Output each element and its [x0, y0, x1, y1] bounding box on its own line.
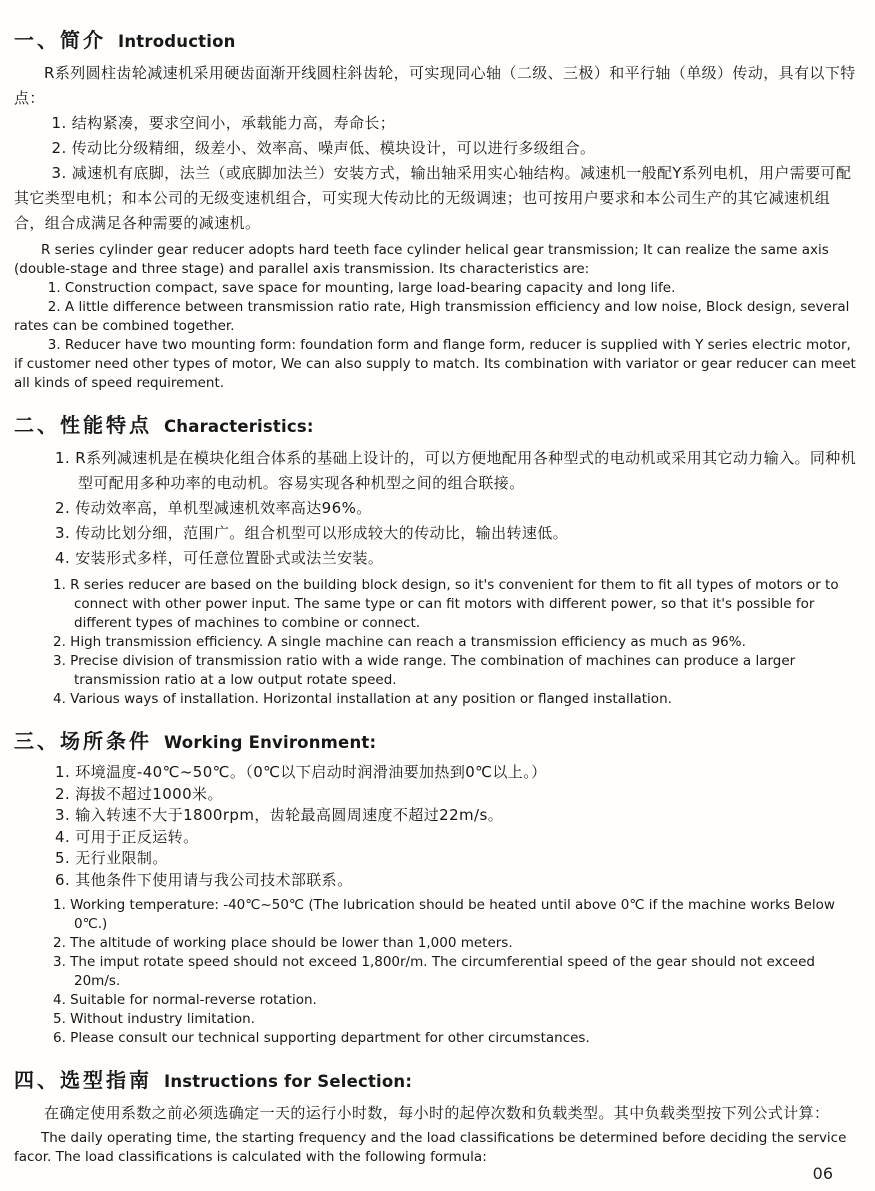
characteristics-en-item-3: 3. Precise division of transmission ratio with a wide range. The combination of machines can produce a larger transmission ratio at a low output rotate speed. [53, 653, 796, 688]
page-number: 06 [812, 1164, 833, 1183]
environment-zh-item-1: 1. 环境温度-40℃~50℃。（0℃以下启动时润滑油要加热到0℃以上。） [55, 763, 547, 781]
environment-en-item-1: 1. Working temperature: -40℃~50℃ (The lubrication should be heated until above 0℃ if the machine works Below 0℃.) [53, 897, 835, 932]
intro-heading-en: Introduction [118, 32, 236, 51]
characteristics-heading [14, 409, 860, 438]
characteristics-en-item-1: 1. R series reducer are based on the building block design, so it's convenient for them to fit all types of motors or to connect with other power input. The same type or can fit motors with different power, so that it's possible for different types of machines to combine or connect. [53, 577, 839, 631]
intro-zh-item-1: 1. 结构紧凑，要求空间小，承载能力高，寿命长； [51, 114, 396, 132]
environment-zh-item-3: 3. 输入转速不大于1800rpm，齿轮最高圆周速度不超过22m/s。 [55, 806, 504, 824]
environment-en-item-3: 3. The imput rotate speed should not exceed 1,800r/m. The circumferential speed of the gear should not exceed 20m/s. [53, 954, 815, 989]
section-working-environment [14, 725, 860, 1048]
environment-zh-item-5: 5. 无行业限制。 [55, 849, 168, 867]
characteristics-zh-item-3: 3. 传动比划分细，范围广。组合机型可以形成较大的传动比，输出转速低。 [55, 524, 569, 542]
characteristics-heading-zh: 二、性能特点 [14, 413, 152, 437]
section-characteristics [14, 409, 860, 709]
intro-en-paragraph: R series cylinder gear reducer adopts hard teeth face cylinder helical gear transmission; It can realize the same axis (double-stage and three stage) and parallel axis transmission. Its characteristics are: [14, 242, 829, 277]
characteristics-heading-en: Characteristics: [164, 417, 314, 436]
characteristics-zh-item-1: 1. R系列减速机是在模块化组合体系的基础上设计的，可以方便地配用各种型式的电动机或采用其它动力输入。同种机型可配用多种功率的电动机。容易实现各种机型之间的组合联接。 [55, 449, 857, 492]
intro-heading-zh: 一、简介 [14, 28, 106, 52]
environment-en-item-5: 5. Without industry limitation. [53, 1011, 255, 1027]
environment-heading-en: Working Environment: [164, 733, 377, 752]
intro-en-item-1: 1. Construction compact, save space for mounting, large load-bearing capacity and long life. [47, 280, 676, 296]
environment-en-item-4: 4. Suitable for normal-reverse rotation. [53, 992, 317, 1008]
intro-en-item-3: 3. Reducer have two mounting form: foundation form and flange form, reducer is supplied with Y series electric motor, if customer need other types of motor, We can also supply to match. Its combination with variator or gear reducer can meet all kinds of speed requirement. [14, 337, 856, 391]
environment-heading-zh: 三、场所条件 [14, 729, 152, 753]
intro-zh-item-3: 3. 减速机有底脚，法兰（或底脚加法兰）安装方式，输出轴采用实心轴结构。减速机一般配Y系列电机，用户需要可配其它类型电机；和本公司的无级变速机组合，可实现大传动比的无级调速；也可按用户要求和本公司生产的其它减速机组合，组合成满足各种需要的减速机。 [14, 164, 852, 232]
characteristics-zh-item-2: 2. 传动效率高，单机型减速机效率高达96%。 [55, 499, 372, 517]
characteristics-en-item-4: 4. Various ways of installation. Horizontal installation at any position or flanged installation. [53, 691, 672, 707]
selection-zh-paragraph: 在确定使用系数之前必须选确定一天的运行小时数，每小时的起停次数和负载类型。其中负载类型按下列公式计算： [44, 1104, 830, 1122]
environment-zh-item-2: 2. 海拔不超过1000米。 [55, 784, 223, 803]
section-selection [14, 1064, 860, 1167]
selection-heading-zh: 四、选型指南 [14, 1068, 152, 1092]
intro-zh-item-2: 2. 传动比分级精细，级差小、效率高、噪声低、模块设计，可以进行多级组合。 [51, 139, 596, 157]
selection-heading [14, 1064, 860, 1093]
intro-zh-paragraph: R系列圆柱齿轮减速机采用硬齿面渐开线圆柱斜齿轮，可实现同心轴（二级、三极）和平行轴（单级）传动，具有以下特点： [14, 64, 856, 107]
selection-en-paragraph: The daily operating time, the starting frequency and the load classifications be determined before deciding the service facor. The load classifications is calculated with the following formula: [14, 1130, 847, 1165]
environment-heading [14, 725, 860, 754]
environment-en-item-6: 6. Please consult our technical supporting department for other circumstances. [53, 1030, 590, 1046]
environment-zh-item-4: 4. 可用于正反运转。 [55, 827, 199, 846]
intro-heading [14, 24, 860, 53]
intro-en-item-2: 2. A little difference between transmission ratio rate, High transmission efficiency and low noise, Block design, several rates can be combined together. [14, 299, 850, 334]
characteristics-en-item-2: 2. High transmission efficiency. A single machine can reach a transmission efficiency as much as 96%. [53, 634, 746, 650]
environment-zh-item-6: 6. 其他条件下使用请与我公司技术部联系。 [55, 870, 353, 889]
section-introduction [14, 24, 860, 393]
characteristics-zh-item-4: 4. 安装形式多样，可任意位置卧式或法兰安装。 [55, 549, 384, 567]
selection-heading-en: Instructions for Selection: [164, 1072, 413, 1091]
environment-en-item-2: 2. The altitude of working place should be lower than 1,000 meters. [53, 935, 513, 951]
